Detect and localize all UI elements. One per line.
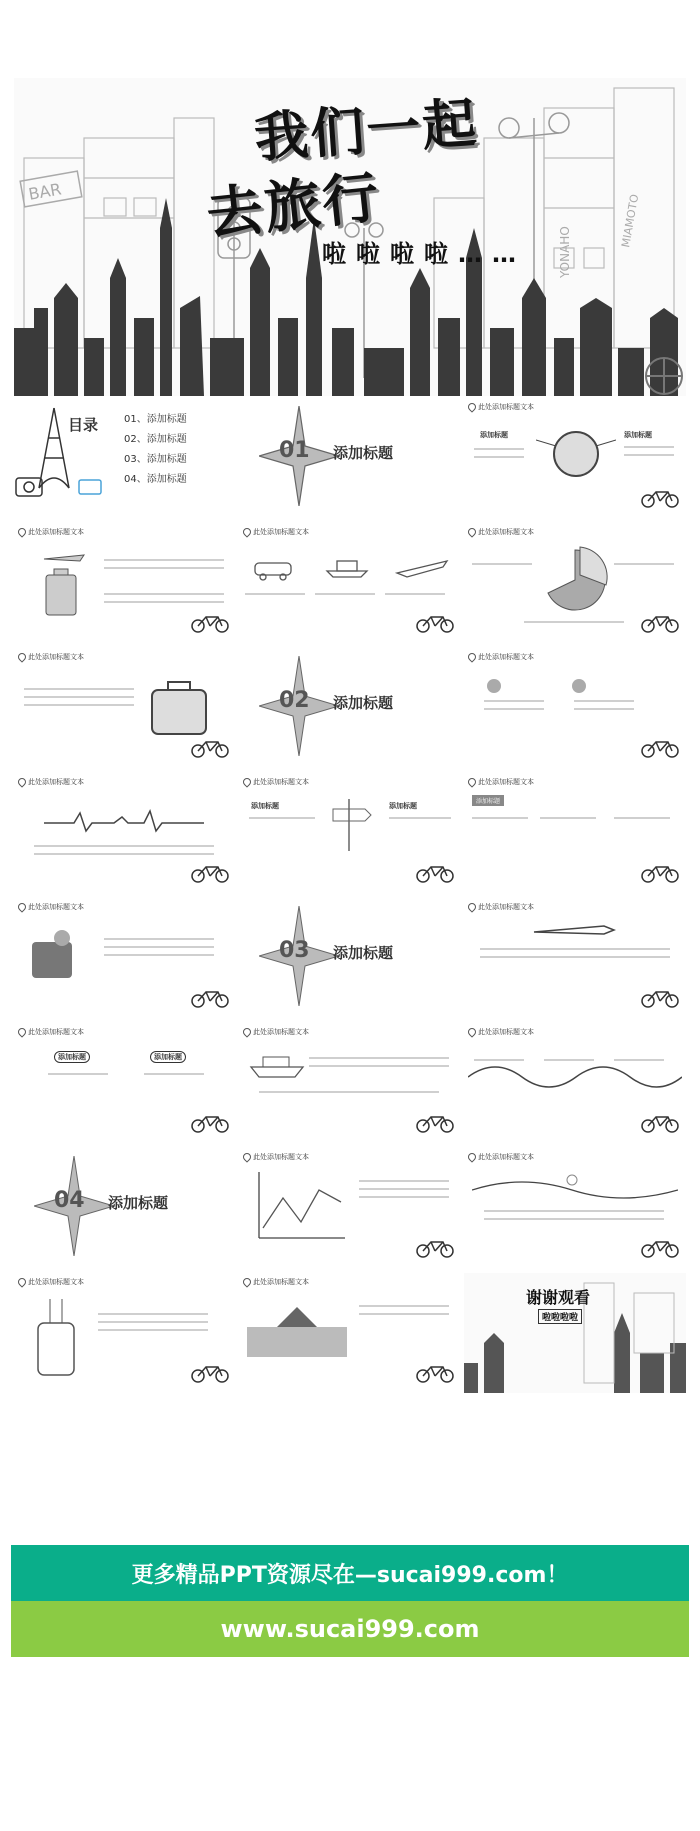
slide-header: 此处添加标题文本 (28, 1278, 84, 1286)
slide-section-04 (14, 1148, 236, 1268)
small-heading: 添加标题 (389, 802, 417, 810)
hero-slide (14, 78, 686, 396)
travel-items-icon (22, 918, 82, 988)
bicycle-icon (190, 988, 230, 1012)
slide-header: 此处添加标题文本 (28, 1028, 84, 1036)
slide-2-2 (239, 523, 461, 643)
toc-item-3[interactable]: 03、添加标题 (124, 454, 187, 465)
map-pin-icon (16, 1276, 27, 1287)
slide-2-3 (464, 523, 686, 643)
slide-header: 此处添加标题文本 (478, 1028, 534, 1036)
slide-header: 此处添加标题文本 (28, 653, 84, 661)
map-pin-icon (466, 651, 477, 662)
section-number: 01 (279, 438, 310, 463)
map-pin-icon (16, 776, 27, 787)
section-title: 添加标题 (333, 694, 394, 712)
slide-header: 此处添加标题文本 (253, 528, 309, 536)
cruise-ship-icon (247, 1049, 307, 1079)
map-pin-icon (466, 901, 477, 912)
toc-title: 目录 (68, 416, 99, 434)
section-title: 添加标题 (333, 444, 394, 462)
map-pin-icon (241, 1151, 252, 1162)
bicycle-icon (640, 863, 680, 887)
toc-item-1[interactable]: 01、添加标题 (124, 414, 187, 425)
hero-title-line2: 去旅行 (203, 165, 384, 248)
bicycle-icon (415, 863, 455, 887)
slide-header: 此处添加标题文本 (28, 903, 84, 911)
bicycle-icon (190, 1363, 230, 1387)
slide-8-2 (239, 1273, 461, 1393)
ending-title: 谢谢观看 (526, 1288, 591, 1307)
slide-7-3 (464, 1148, 686, 1268)
slide-section-01 (239, 398, 461, 518)
map-pin-icon (241, 1276, 252, 1287)
signpost-icon (319, 795, 379, 855)
small-heading-tag: 添加标题 (472, 795, 504, 806)
section-title: 添加标题 (108, 1194, 169, 1212)
footer-url-bar[interactable] (11, 1601, 689, 1657)
slide-8-1 (14, 1273, 236, 1393)
slide-5-1 (14, 898, 236, 1018)
ending-subtitle: 啦啦啦啦 (538, 1309, 582, 1324)
section-title: 添加标题 (333, 944, 394, 962)
map-pin-icon (466, 1026, 477, 1037)
bicycle-icon (640, 738, 680, 762)
pins-icon (484, 676, 594, 696)
slide-5-3 (464, 898, 686, 1018)
slide-header: 此处添加标题文本 (28, 528, 84, 536)
bicycle-icon (640, 1238, 680, 1262)
map-pin-icon (466, 401, 477, 412)
section-number: 03 (279, 938, 310, 963)
slide-6-3 (464, 1023, 686, 1143)
globe-icon (536, 422, 616, 482)
slide-ending (464, 1273, 686, 1393)
bicycle-icon (190, 613, 230, 637)
map-pin-icon (16, 526, 27, 537)
slide-6-2 (239, 1023, 461, 1143)
map-pin-icon (466, 526, 477, 537)
slide-4-1 (14, 773, 236, 893)
map-pin-icon (241, 776, 252, 787)
slide-4-3 (464, 773, 686, 893)
bicycle-icon (640, 1113, 680, 1137)
slide-header: 此处添加标题文本 (253, 1028, 309, 1036)
bicycle-icon (190, 1113, 230, 1137)
small-heading: 添加标题 (54, 1051, 90, 1063)
bicycle-icon (190, 738, 230, 762)
small-heading: 添加标题 (251, 802, 279, 810)
small-heading: 添加标题 (624, 431, 652, 439)
bicycle-icon (640, 613, 680, 637)
miamoto-sign-text: MIAMOTO (619, 193, 642, 249)
small-heading: 添加标题 (480, 431, 508, 439)
slide-header: 此处添加标题文本 (253, 1153, 309, 1161)
slide-3-3 (464, 648, 686, 768)
hero-title-line1: 我们一起 (252, 91, 481, 170)
slide-header: 此处添加标题文本 (478, 653, 534, 661)
footer-promo-bar (11, 1545, 689, 1601)
yonaho-sign-text: YONAHO (558, 226, 572, 278)
slide-header: 此处添加标题文本 (478, 528, 534, 536)
toc-item-2[interactable]: 02、添加标题 (124, 434, 187, 445)
temple-scene-icon (247, 1297, 347, 1357)
map-pin-icon (241, 526, 252, 537)
map-pin-icon (16, 901, 27, 912)
slide-4-2 (239, 773, 461, 893)
section-number: 04 (54, 1188, 85, 1213)
bicycle-icon (190, 863, 230, 887)
slide-section-02 (239, 648, 461, 768)
map-pin-icon (241, 1026, 252, 1037)
slide-toc (14, 398, 236, 518)
toc-item-4[interactable]: 04、添加标题 (124, 474, 187, 485)
luggage-airplane-icon (34, 547, 94, 617)
bicycle-icon (415, 1363, 455, 1387)
slide-header: 此处添加标题文本 (478, 403, 534, 411)
map-pin-icon (16, 651, 27, 662)
slide-header: 此处添加标题文本 (253, 1278, 309, 1286)
heartbeat-line-icon (44, 809, 204, 833)
slide-section-03 (239, 898, 461, 1018)
slide-2-1 (14, 523, 236, 643)
wave-lightbulb-icon (472, 1170, 678, 1200)
map-pin-icon (16, 1026, 27, 1037)
slide-6-1 (14, 1023, 236, 1143)
slide-header: 此处添加标题文本 (478, 1153, 534, 1161)
bicycle-icon (415, 613, 455, 637)
suitcase-icon (148, 678, 212, 742)
bar-sign-text: BAR (26, 179, 63, 204)
pie-sketch-icon (540, 545, 610, 615)
slide-header: 此处添加标题文本 (478, 903, 534, 911)
slide-header: 此处添加标题文本 (253, 778, 309, 786)
small-heading: 添加标题 (150, 1051, 186, 1063)
slide-7-2 (239, 1148, 461, 1268)
line-graph-sketch-icon (249, 1168, 349, 1248)
slide-1-3 (464, 398, 686, 518)
trolley-suitcase-icon (32, 1295, 82, 1385)
bicycle-icon (415, 1238, 455, 1262)
map-pin-icon (466, 1151, 477, 1162)
vehicles-icon (247, 553, 457, 583)
bicycle-icon (415, 1113, 455, 1137)
map-pin-icon (466, 776, 477, 787)
slide-header: 此处添加标题文本 (478, 778, 534, 786)
footer-url-link[interactable]: www.sucai999.com (220, 1615, 480, 1643)
footer-promo-text: 更多精品PPT资源尽在—sucai999.com！ (131, 1562, 569, 1588)
hero-subtitle: 啦啦啦啦…… (322, 240, 526, 268)
slide-header: 此处添加标题文本 (28, 778, 84, 786)
airplane-icon (524, 920, 624, 940)
bicycle-icon (640, 988, 680, 1012)
bicycle-icon (640, 488, 680, 512)
slide-3-1 (14, 648, 236, 768)
section-number: 02 (279, 688, 310, 713)
